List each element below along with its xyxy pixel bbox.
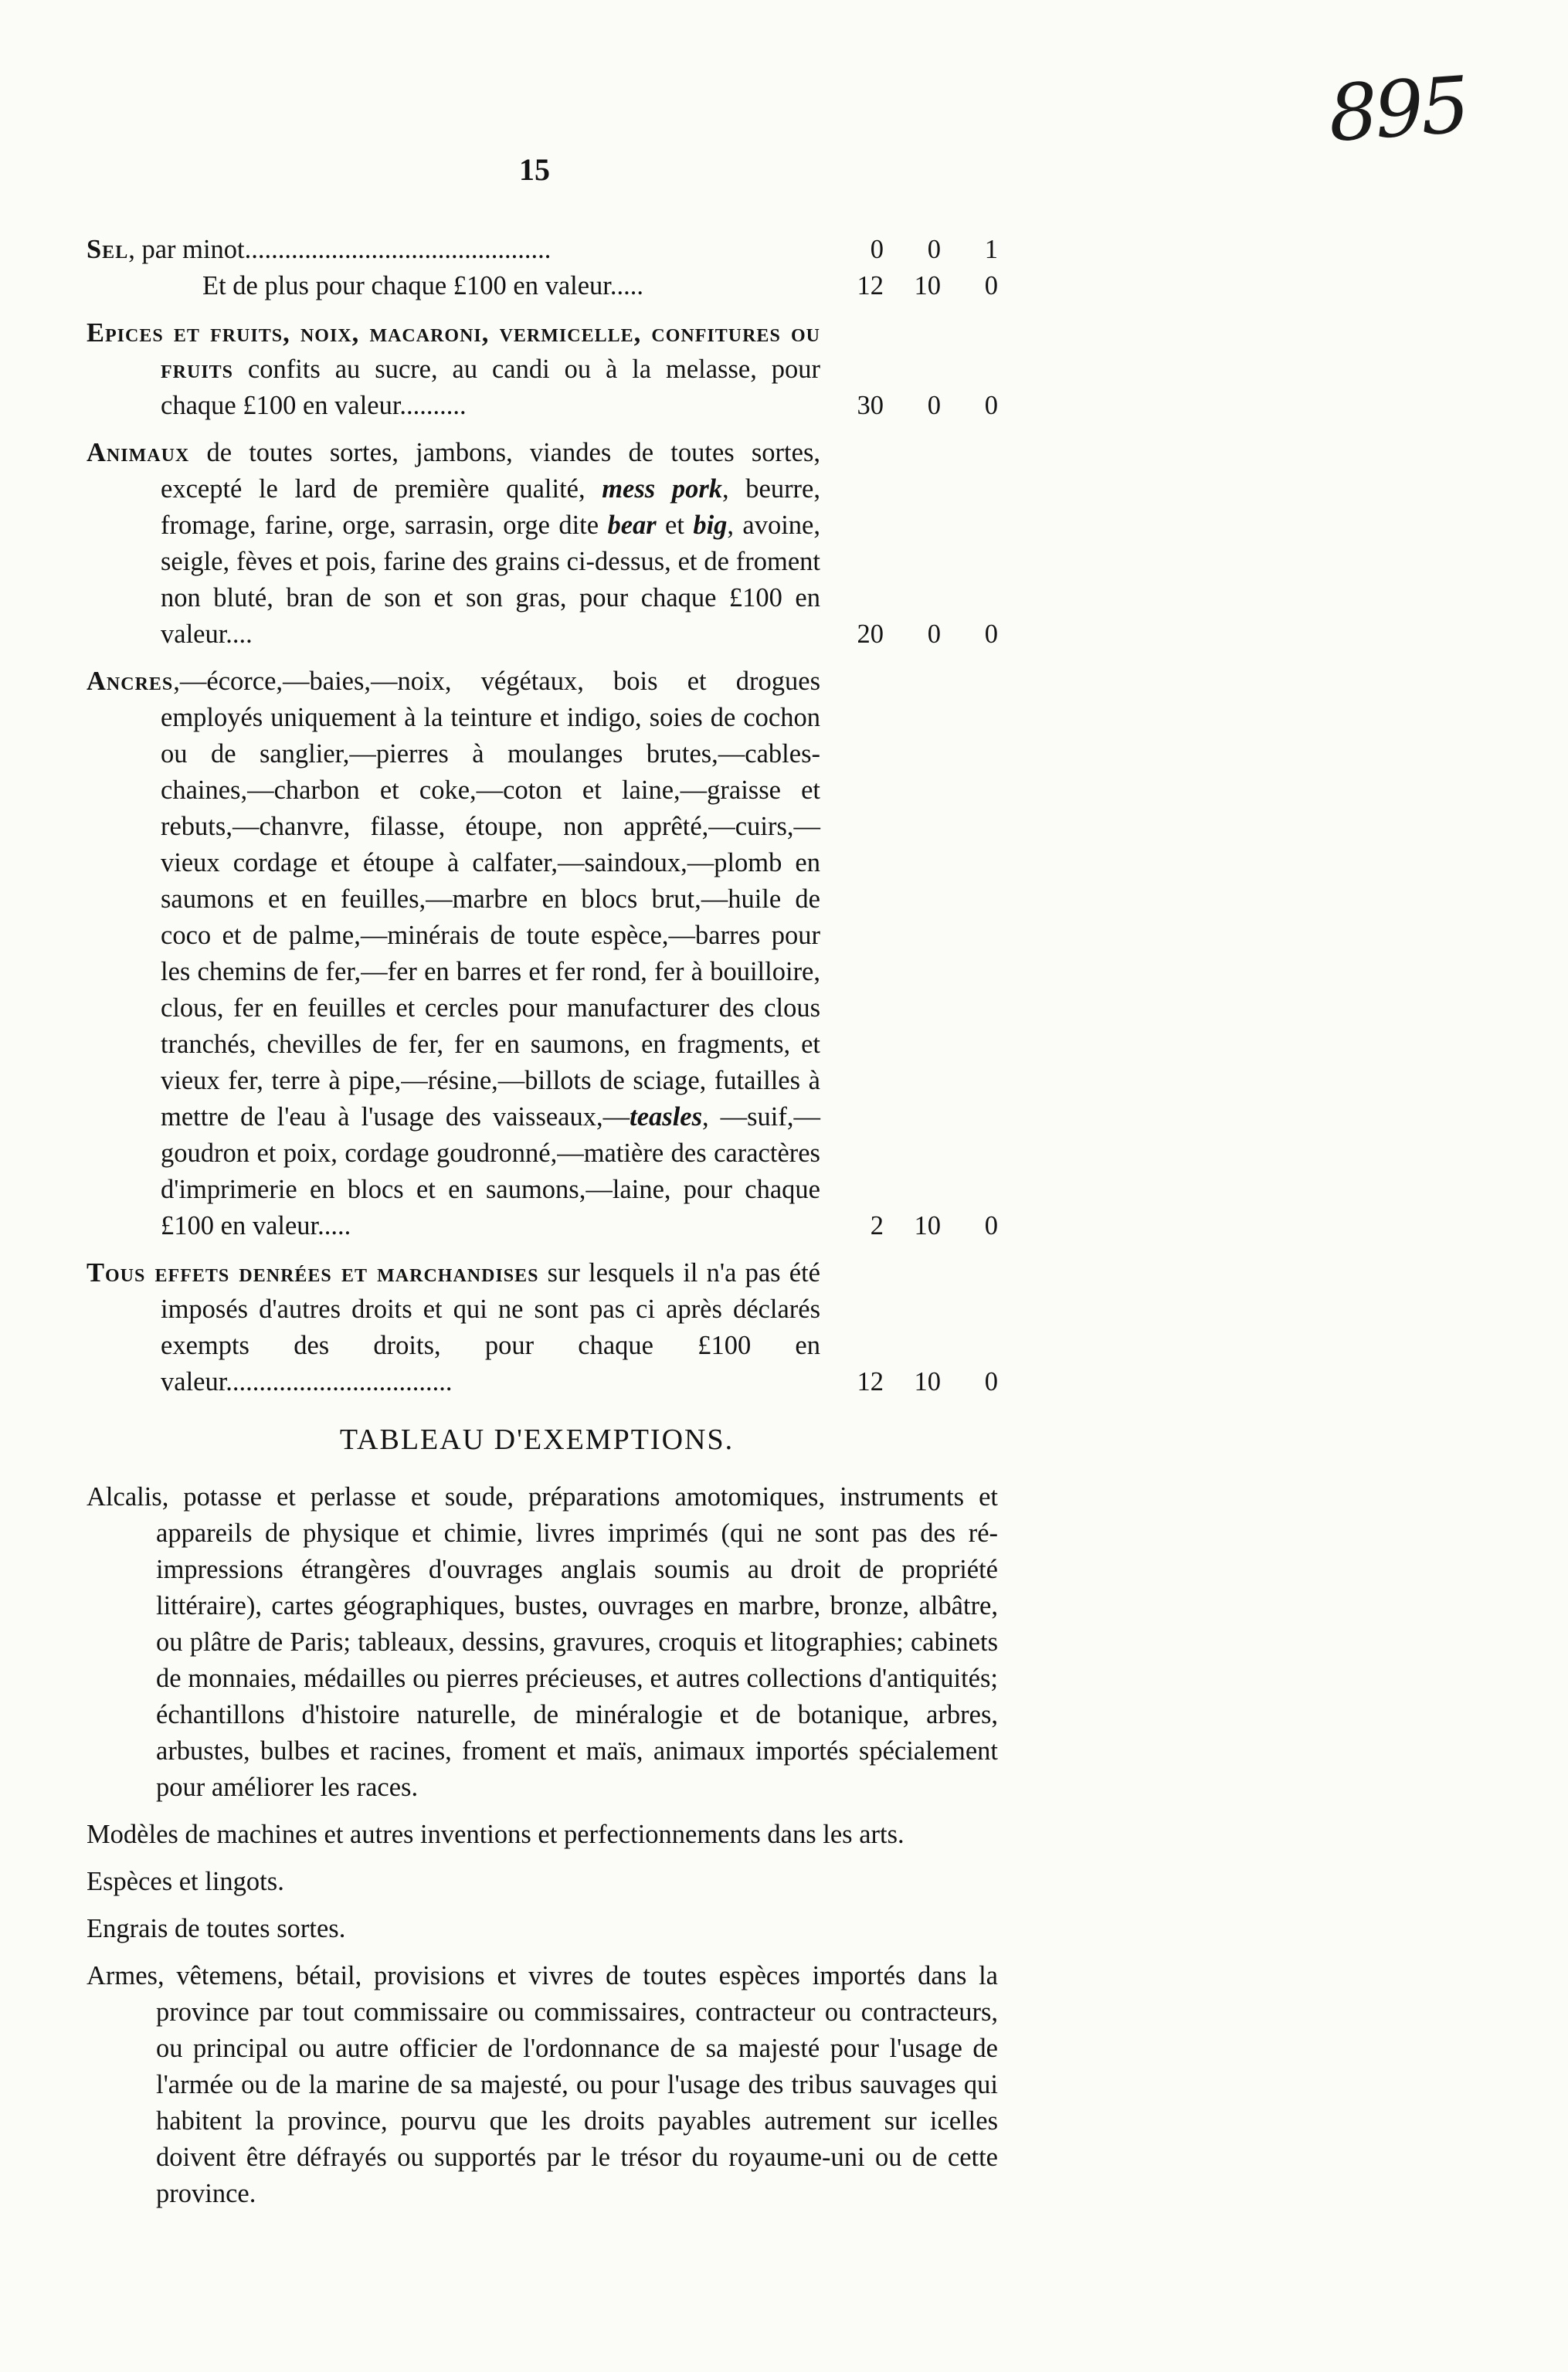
- exemption-item: Armes, vêtemens, bétail, provisions et vivres de toutes espèces importés dans la province par tout commissaire ou commissaires, contracteur ou contracteurs, ou principal ou autre officier de l'ordonnance de sa majesté pour l'usage de l'armée ou de la marine de sa majesté, ou pour l'usage des tribus sauvages qui habitent la province, pourvu que les droits payables autrement sur icelles doivent être défrayés ou supportés par le trésor du royaume-uni ou de cette province.: [87, 1961, 998, 2208]
- exemption-item: Engrais de toutes sortes.: [87, 1914, 346, 1943]
- entry-italic: mess pork: [602, 474, 723, 504]
- tariff-entry-ancres: [87, 663, 998, 1244]
- exemptions-title: TABLEAU D'EXEMPTIONS.: [339, 1424, 735, 1456]
- entry-italic: teasles: [630, 1102, 703, 1132]
- rate-pounds: 12: [857, 271, 884, 300]
- tariff-list: [87, 232, 998, 1411]
- rate-columns: [828, 388, 998, 424]
- rate-pence: 1: [984, 235, 998, 264]
- rate-pounds: 0: [870, 235, 884, 264]
- rate-columns: [828, 1364, 998, 1400]
- entry-text: ,—écorce,—baies,—noix, végétaux, bois et drogues employés uniquement à la teinture et indigo, soies de cochon ou de sanglier,—pierres à moulanges brutes,—cables-chaines,—charbon et coke,—coton et laine,—graisse et rebuts,—chanvre, filasse, étoupe, non apprêté,—cuirs,—vieux cordage et étoupe à calfater,—saindoux,—plomb en saumons et en feuilles,—marbre en blocs brut,—huile de coco et de palme,—minérais de toute espèce,—barres pour les chemins de fer,—fer en barres et fer rond, fer à bouilloire, clous, fer en feuilles et cercles pour manufacturer des clous tranchés, chevilles de fer, fer en saumons, en fragments, et vieux fer, terre à pipe,—résine,—billots de sciage, futailles à mettre de l'eau à l'usage des vaisseaux,—: [161, 667, 820, 1132]
- rate-pounds: 30: [857, 391, 884, 420]
- entry-italic: bear: [607, 511, 657, 540]
- page-number: 15: [519, 152, 550, 187]
- tariff-entry-animaux: [87, 435, 998, 653]
- rate-pence: 0: [984, 271, 998, 300]
- rate-pounds: 12: [857, 1367, 884, 1396]
- rate-shillings: 10: [914, 1367, 941, 1396]
- entry-head: Tous effets denrées et marchandises: [87, 1258, 539, 1288]
- entry-text: confits au sucre, au candi ou à la melasse, pour chaque £100 en valeur..........: [161, 355, 820, 420]
- rate-columns: [828, 232, 998, 268]
- rate-pounds: 20: [857, 619, 884, 649]
- exemption-item: Espèces et lingots.: [87, 1867, 284, 1896]
- entry-text: sur lesquels il n'a pas été imposés d'autres droits et qui ne sont pas ci après déclarés exempts des droits, pour chaque £100 en valeur..................................: [161, 1258, 820, 1396]
- rate-pence: 0: [984, 619, 998, 649]
- rate-columns: [828, 268, 998, 304]
- entry-head: Animaux: [87, 438, 190, 467]
- entry-head: Ancres: [87, 667, 174, 696]
- entry-text: , avoine, seigle, fèves et pois, farine des grains ci-dessus, et de froment non bluté, bran de son et son gras, pour chaque £100 en valeur....: [161, 511, 820, 649]
- tariff-entry-sel: [87, 232, 998, 304]
- rate-shillings: 0: [927, 391, 941, 420]
- entry-subline: Et de plus pour chaque £100 en valeur.....: [202, 271, 644, 300]
- rate-shillings: 0: [927, 235, 941, 264]
- entry-head: Epices et fruits, noix, macaroni, vermicelle, confitures ou fruits: [87, 318, 820, 384]
- exemptions-list: [87, 1479, 998, 2223]
- tariff-entry-epices: [87, 315, 998, 424]
- entry-text: de toutes sortes, jambons, viandes de toutes sortes, excepté le lard de première qualité,: [161, 438, 820, 504]
- rate-pence: 0: [984, 391, 998, 420]
- entry-italic: big: [693, 511, 728, 540]
- tariff-entry-tous-effets: [87, 1255, 998, 1400]
- exemption-item: Modèles de machines et autres inventions et perfectionnements dans les arts.: [87, 1820, 904, 1849]
- entry-text: et: [656, 511, 694, 540]
- rate-pence: 0: [984, 1367, 998, 1396]
- entry-head: Sel: [87, 235, 129, 264]
- exemption-item: Alcalis, potasse et perlasse et soude, préparations amotomiques, instruments et appareils de physique et chimie, livres imprimés (qui ne sont pas des ré-impressions étrangères d'ouvrages anglais soumis au droit de propriété littéraire), cartes géographiques, bustes, ouvrages en marbre, bronze, albâtre, ou plâtre de Paris; tableaux, dessins, gravures, croquis et litographies; cabinets de monnaies, médailles ou pierres précieuses, et autres collections d'antiquités; échantillons d'histoire naturelle, de minéralogie et de botanique, arbres, arbustes, bulbes et racines, froment et maïs, animaux importés spécialement pour améliorer les races.: [87, 1482, 998, 1802]
- rate-shillings: 10: [914, 1211, 941, 1240]
- rate-pence: 0: [984, 1211, 998, 1240]
- entry-text: , par minot..............................................: [128, 235, 552, 264]
- entry-text: , —suif,—goudron et poix, cordage goudronné,—matière des caractères d'imprimerie en blocs et en saumons,—laine, pour chaque £100 en valeur.....: [161, 1102, 821, 1240]
- rate-columns: [828, 616, 998, 653]
- rate-columns: [828, 1208, 998, 1244]
- handwritten-folio-note: 895: [1325, 59, 1470, 160]
- rate-shillings: 0: [927, 619, 941, 649]
- entry-text: , beurre, fromage, farine, orge, sarrasin, orge dite: [161, 474, 820, 540]
- rate-shillings: 10: [914, 271, 941, 300]
- rate-pounds: 2: [870, 1211, 884, 1240]
